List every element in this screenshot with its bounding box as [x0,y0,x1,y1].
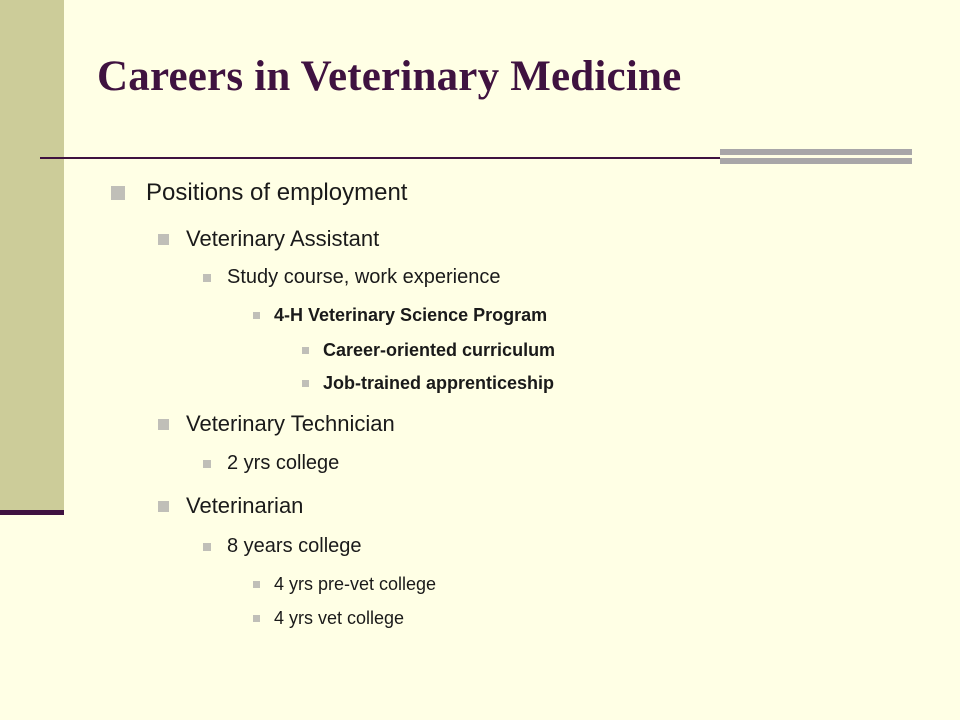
square-bullet-icon [253,615,260,622]
bullet-4h-program [253,305,547,326]
bullet-text: Career-oriented curriculum [323,340,556,360]
bullet-text: 4 yrs vet college [274,608,405,628]
bullet-text: Study course, work experience [227,266,501,288]
bullet-veterinarian [158,493,303,519]
bullet-text: Veterinary Technician [186,411,395,436]
title-divider [40,157,720,159]
bullet-text: Veterinary Assistant [186,226,380,251]
bullet-text: 8 years college [227,535,362,557]
square-bullet-icon [203,460,211,468]
bullet-positions [111,179,407,207]
square-bullet-icon [111,186,125,200]
bullet-apprenticeship [302,373,554,394]
square-bullet-icon [302,347,309,354]
bullet-eight-years [203,535,362,558]
square-bullet-icon [158,234,169,245]
square-bullet-icon [158,419,169,430]
square-bullet-icon [253,312,260,319]
bullet-two-years [203,452,339,475]
bullet-pre-vet [253,574,436,595]
square-bullet-icon [203,274,211,282]
bullet-text: Job-trained apprenticeship [323,373,555,393]
title-divider-accent-top [720,149,912,155]
bullet-career-curriculum [302,340,555,361]
bullet-text: Veterinarian [186,493,304,518]
square-bullet-icon [158,501,169,512]
title-divider-accent-bottom [720,158,912,164]
bullet-vet-technician [158,411,395,437]
bullet-text: 4 yrs pre-vet college [274,574,437,594]
bullet-text: 2 yrs college [227,452,340,474]
square-bullet-icon [203,543,211,551]
bullet-text: Positions of employment [146,179,408,206]
bullet-text: 4-H Veterinary Science Program [274,305,548,325]
sidebar-decoration [0,0,64,512]
square-bullet-icon [302,380,309,387]
slide-title: Careers in Veterinary Medicine [97,53,682,100]
bullet-study-course [203,266,500,289]
bullet-vet-assistant [158,226,379,252]
sidebar-underline [0,510,64,515]
bullet-vet-college [253,608,404,629]
square-bullet-icon [253,581,260,588]
